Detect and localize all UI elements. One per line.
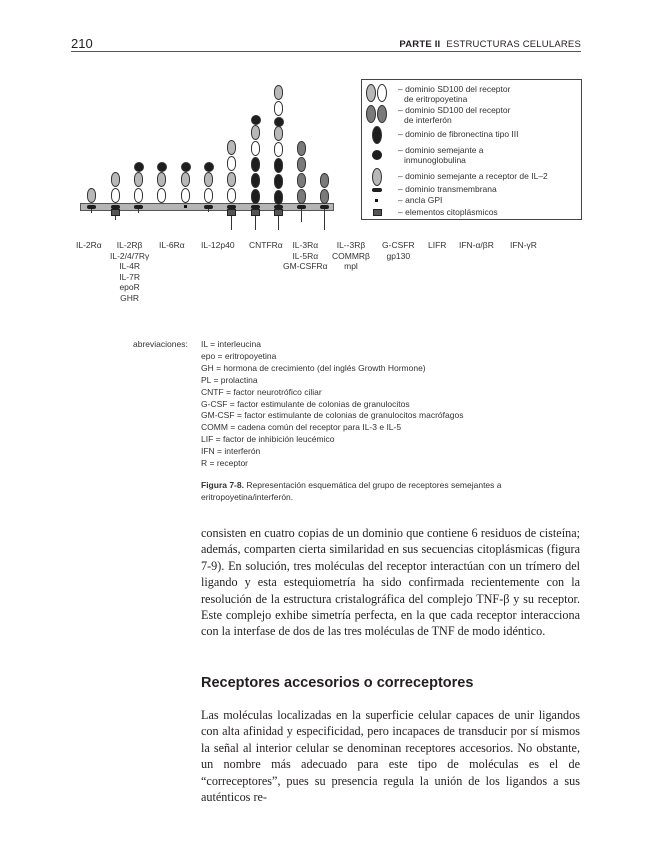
il2-receptor-like-domain-icon [274, 85, 283, 100]
cytoplasmic-elements-icon [251, 209, 260, 216]
epo-sd100-domain-icon [227, 188, 236, 203]
receptor-label: IL-2Rβ IL-2/4/7Rγ IL-4R IL-7R epoR GHR [110, 240, 150, 303]
epo-sd100-domain-icon [251, 141, 260, 156]
ig-like-domain-icon [366, 150, 382, 160]
ifn-sd100-domain-icon [320, 189, 329, 204]
abbreviation-item: R = receptor [201, 458, 249, 469]
tail-line [208, 209, 209, 212]
epo-sd100-domain-icon [157, 188, 166, 203]
section-heading: Receptores accesorios o correceptores [201, 675, 474, 691]
tail-line [138, 209, 139, 213]
receptor-label: CNTFRα [249, 240, 283, 250]
il2-receptor-like-domain-icon [366, 168, 382, 186]
abbreviation-item: COMM = cadena común del receptor para IL-3 e IL-5 [201, 422, 402, 433]
receptor-label: IL-12p40 [201, 240, 235, 250]
fibronectin-domain-icon [366, 126, 382, 144]
abbreviation-item: IL = interleucina [201, 339, 261, 349]
abbreviation-item: GM-CSF = factor estimulante de colonias de granulocitos macrófagos [201, 410, 464, 421]
il2-receptor-like-domain-icon [204, 172, 213, 187]
receptor-label: IFN-γR [510, 240, 537, 250]
gpi-anchor-icon [366, 199, 378, 202]
abbreviation-item: IFN = interferón [201, 446, 261, 457]
tail-line [115, 216, 116, 220]
cytoplasmic-elements-icon [274, 209, 283, 216]
section-title: ESTRUCTURAS CELULARES [446, 39, 581, 50]
caption-label: Figura 7-8. [201, 480, 244, 490]
fibronectin-domain-icon [251, 157, 260, 172]
abbreviation-item: CNTF = factor neurotrófico ciliar [201, 386, 322, 397]
ifn-sd100-domain-icon [366, 105, 387, 123]
il2-receptor-like-domain-icon [181, 172, 190, 187]
receptor-label: IL--3Rβ COMMRβ mpl [332, 240, 370, 271]
receptor-label: LIFR [428, 240, 447, 250]
epo-sd100-domain-icon [366, 84, 387, 102]
fibronectin-domain-icon [274, 190, 283, 205]
receptor-label: IL-6Rα [159, 240, 185, 250]
ifn-sd100-domain-icon [297, 173, 306, 188]
ig-like-domain-icon [157, 162, 167, 172]
fibronectin-domain-icon [251, 189, 260, 204]
cytoplasmic-elements-icon [111, 209, 120, 216]
ig-like-domain-icon [204, 162, 214, 172]
il2-receptor-like-domain-icon [111, 172, 120, 187]
epo-sd100-domain-icon [204, 188, 213, 203]
ig-like-domain-icon [134, 162, 144, 172]
fibronectin-domain-icon [274, 158, 283, 173]
il2-receptor-like-domain-icon [274, 126, 283, 141]
receptor-label: IL-3Rα IL-5Rα GM-CSFRα [283, 240, 328, 271]
epo-sd100-domain-icon [134, 188, 143, 203]
cytoplasmic-elements-icon [227, 209, 236, 216]
abbreviation-item: PL = prolactina [201, 374, 258, 385]
il2-receptor-like-domain-icon [251, 125, 260, 140]
abbreviation-item: G-CSF = factor estimulante de colonias de granulocitos [201, 398, 410, 409]
receptor-label: IL-2Rα [76, 240, 102, 250]
tail-line [231, 216, 232, 230]
fibronectin-domain-icon [274, 174, 283, 189]
epo-sd100-domain-icon [227, 156, 236, 171]
il2-receptor-like-domain-icon [134, 172, 143, 187]
epo-sd100-domain-icon [111, 188, 120, 203]
fibronectin-domain-icon [251, 173, 260, 188]
tail-line [278, 216, 279, 230]
epo-sd100-domain-icon [274, 142, 283, 157]
figure-legend: – dominio SD100 del receptor de eritropoyetina – dominio SD100 del receptor de interferón – dominio de fibronectina tipo III – dominio semejante a inmunoglobulina – dominio semejante a receptor de IL–2 – dominio transmembrana – ancla GPI – elementos citoplásmicos [361, 79, 582, 220]
transmembrane-domain-icon [366, 188, 382, 192]
receptor-figure [0, 0, 665, 330]
tail-line [255, 216, 256, 230]
abbreviations-label: abreviaciones: [133, 339, 188, 349]
receptor-label: G-CSFR gp130 [382, 240, 415, 261]
ig-like-domain-icon [251, 115, 261, 125]
abbreviation-item: epo = eritropoyetina [201, 350, 277, 361]
il2-receptor-like-domain-icon [157, 172, 166, 187]
part-label: PARTE II [399, 39, 441, 50]
receptor-label: IFN-α/βR [459, 240, 494, 250]
abbreviation-item: GH = hormona de crecimiento (del inglés Growth Hormone) [201, 362, 426, 373]
tail-line [324, 209, 325, 230]
body-paragraph: Las moléculas localizadas en la superficie celular capaces de unir ligandos con alta afinidad y especificidad, pero incapaces de transducir por sí mismos la señal al interior celular se denominan receptores accesorios. No obstante, un nombre más adecuado para este tipo de moléculas es el de “correceptores”, pues su presencia regula la unión de los ligandos a sus auténticos re- [201, 708, 580, 805]
abbreviation-item: LIF = factor de inhibición leucémico [201, 434, 335, 445]
ifn-sd100-domain-icon [297, 189, 306, 204]
gpi-anchor-icon [184, 205, 187, 208]
page-number: 210 [71, 36, 93, 51]
abbreviations-list [201, 339, 463, 470]
ifn-sd100-domain-icon [297, 157, 306, 172]
ig-like-domain-icon [181, 162, 191, 172]
figure-caption [201, 479, 561, 503]
epo-sd100-domain-icon [181, 188, 190, 203]
ifn-sd100-domain-icon [297, 141, 306, 156]
body-paragraph: consisten en cuatro copias de un dominio que contiene 6 residuos de cisteína; además, comparten cierta similaridad en sus secuencias citoplásmicas (figura 7-9). En solución, tres moléculas del receptor interactúan con un trímero del ligando y esta estequiometría ha sido confirmada recientemente con la resolución de la estructura cristalográfica del complejo TNF-β y su receptor. Este complejo exhibe simetría perfecta, en la que cada receptor interacciona con la interfase de dos de las tres moléculas de TNF de modo idéntico. [201, 526, 580, 639]
epo-sd100-domain-icon [274, 101, 283, 116]
tail-line [91, 209, 92, 213]
il2-receptor-like-domain-icon [227, 140, 236, 155]
caption-text: Representación esquemática del grupo de receptores semejantes a eritropoyetina/interferón. [201, 480, 502, 502]
ifn-sd100-domain-icon [320, 173, 329, 188]
il2-receptor-like-domain-icon [227, 172, 236, 187]
cytoplasmic-elements-icon [366, 209, 382, 216]
il2-receptor-like-domain-icon [87, 188, 96, 203]
tail-line [301, 209, 302, 222]
